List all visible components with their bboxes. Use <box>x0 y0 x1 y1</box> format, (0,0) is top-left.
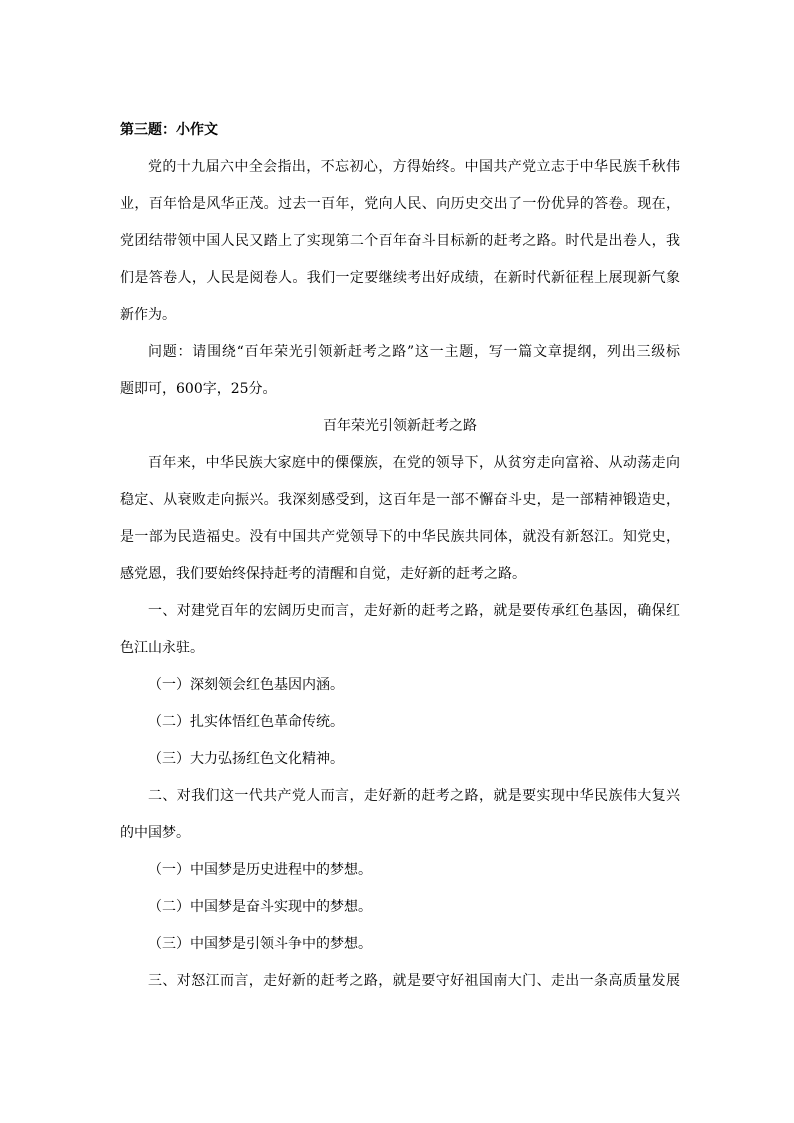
question-paragraph <box>120 334 680 408</box>
section-two-item-2: （二）中国梦是奋斗实现中的梦想。 <box>148 899 372 915</box>
question-line-2: 题即可，600字，25分。 <box>120 381 277 397</box>
section-three <box>120 963 680 1000</box>
section-two-title-line-2: 的中国梦。 <box>120 825 190 841</box>
question-line-1: 问题：请围绕“百年荣光引领新赶考之路”这一主题，写一篇文章提纲，列出三级标 <box>148 344 680 360</box>
essay-title: 百年荣光引领新赶考之路 <box>323 418 477 434</box>
section-one-title-line-2: 色江山永驻。 <box>120 640 204 656</box>
intro-line-2: 业，百年恰是风华正茂。过去一百年，党向人民、向历史交出了一份优异的答卷。现在， <box>120 196 680 212</box>
intro-line-4: 们是答卷人，人民是阅卷人。我们一定要继续考出好成绩，在新时代新征程上展现新气象 <box>120 270 680 286</box>
section-two <box>120 778 680 963</box>
section-one-item-2: （二）扎实体悟红色革命传统。 <box>148 714 344 730</box>
intro-paragraph <box>120 149 680 334</box>
document-body <box>120 112 680 1000</box>
essay-intro-line-2: 稳定、从衰败走向振兴。我深刻感受到，这百年是一部不懈奋斗史，是一部精神锻造史， <box>120 492 680 508</box>
section-one-title-line-1: 一、对建党百年的宏阔历史而言，走好新的赶考之路，就是要传承红色基因，确保红 <box>148 603 680 619</box>
essay-intro-line-3: 是一部为民造福史。没有中国共产党领导下的中华民族共同体，就没有新怒江。知党史， <box>120 529 680 545</box>
intro-line-3: 党团结带领中国人民又踏上了实现第二个百年奋斗目标新的赶考之路。时代是出卷人，我 <box>120 233 680 249</box>
section-one <box>120 593 680 778</box>
essay-intro-paragraph <box>120 445 680 593</box>
section-three-title-line-1: 三、对怒江而言，走好新的赶考之路，就是要守好祖国南大门、走出一条高质量发展 <box>148 973 680 989</box>
intro-line-1: 党的十九届六中全会指出，不忘初心，方得始终。中国共产党立志于中华民族千秋伟 <box>148 159 680 175</box>
essay-intro-line-4: 感党恩，我们要始终保持赶考的清醒和自觉，走好新的赶考之路。 <box>120 566 526 582</box>
section-heading: 第三题：小作文 <box>120 122 218 138</box>
section-one-item-3: （三）大力弘扬红色文化精神。 <box>148 751 344 767</box>
essay-intro-line-1: 百年来，中华民族大家庭中的傈僳族，在党的领导下，从贫穷走向富裕、从动荡走向 <box>148 455 680 471</box>
section-two-item-3: （三）中国梦是引领斗争中的梦想。 <box>148 936 372 952</box>
intro-line-5: 新作为。 <box>120 307 176 323</box>
section-one-item-1: （一）深刻领会红色基因内涵。 <box>148 677 344 693</box>
section-two-item-1: （一）中国梦是历史进程中的梦想。 <box>148 862 372 878</box>
section-two-title-line-1: 二、对我们这一代共产党人而言，走好新的赶考之路，就是要实现中华民族伟大复兴 <box>148 788 680 804</box>
